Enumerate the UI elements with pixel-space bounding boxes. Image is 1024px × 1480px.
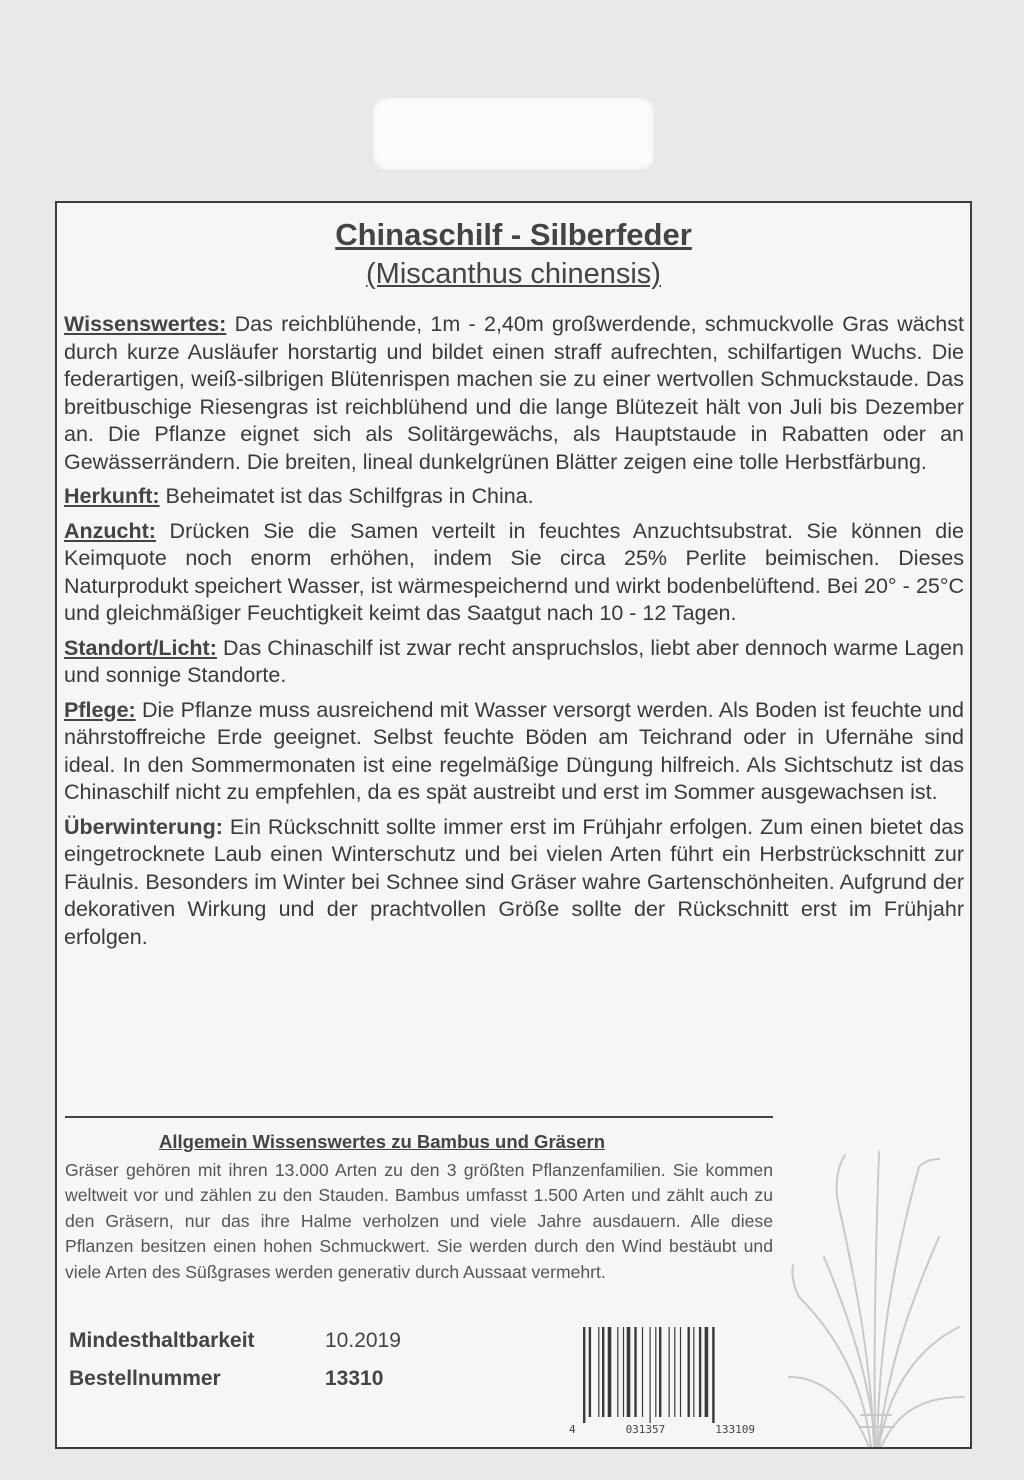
section-ueberwinterung: [64, 814, 964, 952]
section-label: Wissenswertes:: [64, 312, 227, 336]
barcode-bar: [589, 1327, 591, 1417]
barcode-bar: [623, 1327, 624, 1417]
barcode-bar: [627, 1327, 631, 1417]
best-before-label: Mindesthaltbarkeit: [69, 1329, 255, 1352]
description-body: [64, 311, 964, 958]
order-number-value: 13310: [325, 1367, 384, 1390]
barcode-bar: [669, 1327, 670, 1417]
barcode-bar: [712, 1327, 714, 1423]
section-pflege: [64, 697, 964, 807]
section-text: Ein Rückschnitt sollte immer erst im Frühjahr erfolgen. Zum einen bietet das eingetrocknete Laub einen Winterschutz und bei vielen Arten führt ein Herbstrückschnitt zur Fäulnis. Besonders im Winter bei Schnee sind Gräser wahre Gartenschönheiten. Aufgrund der dekorativen Wirkung und der prachtvollen Größe sollte der Rückschnitt erst im Frühjahr erfolgen.: [64, 814, 964, 949]
hang-slot: [373, 98, 654, 170]
section-text: Die Pflanze muss ausreichend mit Wasser versorgt werden. Als Boden ist feuchte und nährstoffreiche Erde geeignet. Selbst feuchte Böden am Teichrand oder in Ufernähe sind ideal. In den Sommermonaten ist eine regelmäßige Düngung hilfreich. Als Sichtschutz ist das Chinaschilf nicht zu empfehlen, da es spät austreibt und erst im Sommer ausgewachsen ist.: [64, 697, 964, 804]
section-text: Das reichblühende, 1m - 2,40m großwerdende, schmuckvolle Gras wächst durch kurze Ausläufer horstartig und bildet einen straff aufrechten, schilfartigen Wuchs. Die federartigen, weiß-silbrigen Blütenrispen machen sie zu einer wertvollen Schmuckstaude. Das breitbuschige Riesengras ist reichblühend und die lange Blütezeit hält von Juli bis Dezember an. Die Pflanze eignet sich als Solitärgewächs, als Hauptstaude in Rabatten oder an Gewässerrändern. Die breiten, lineal dunkelgrünen Blätter zeigen eine tolle Herbstfärbung.: [64, 312, 964, 474]
barcode-icon: [583, 1327, 743, 1423]
general-info-title: Allgemein Wissenswertes zu Bambus und Gräsern: [159, 1131, 606, 1152]
section-label: Überwinterung:: [64, 814, 223, 839]
divider: [65, 1116, 773, 1118]
section-standort: [64, 635, 964, 690]
general-info-text: Gräser gehören mit ihren 13.000 Arten zu den 3 größten Pflanzenfamilien. Sie kommen weltweit vor und zählen zu den Stauden. Bambus umfasst 1.500 Arten und zählt auch zu den Gräsern, nur das ihre Halme verholzen und viele Jahre ausdauern. Alle diese Pflanzen besitzen einen hohen Schmuckwert. Sie werden durch den Wind bestäubt und viele Arten des Süßgrases werden generativ durch Aussaat vermehrt.: [65, 1160, 773, 1282]
seed-packet-label: [55, 201, 972, 1449]
barcode-digit-group: 133109: [715, 1423, 755, 1436]
barcode-bar: [688, 1327, 690, 1417]
section-label: Herkunft:: [64, 484, 160, 508]
section-text: Das Chinaschilf ist zwar recht anspruchslos, liebt aber dennoch warme Lagen und sonnige Standorte.: [64, 635, 964, 687]
barcode-bar: [617, 1327, 618, 1417]
barcode-bar: [674, 1327, 675, 1417]
section-label: Standort/Licht:: [64, 635, 217, 660]
section-text: Beheimatet ist das Schilfgras in China.: [159, 484, 534, 508]
barcode-bar: [705, 1327, 709, 1417]
barcode-bar: [634, 1327, 636, 1417]
section-wissenswertes: [64, 311, 964, 476]
section-label: Pflege:: [64, 697, 136, 722]
barcode-bar: [650, 1327, 651, 1423]
section-label: Anzucht:: [64, 518, 156, 543]
barcode-bar: [598, 1327, 599, 1417]
barcode-bar: [655, 1327, 656, 1417]
barcode-bar: [699, 1327, 701, 1417]
grass-sketch-icon: [779, 1147, 969, 1447]
botanical-name: (Miscanthus chinensis): [366, 258, 661, 290]
section-herkunft: [64, 483, 964, 511]
barcode-bar: [608, 1327, 612, 1417]
barcode-bar: [602, 1327, 604, 1417]
section-text: Drücken Sie die Samen verteilt in feuchtes Anzuchtsubstrat. Sie können die Keimquote noch enorm erhöhen, indem Sie circa 25% Perlite beimischen. Dieses Naturprodukt speichert Wasser, ist wärmespeichernd und wirkt bodenbelüftend. Bei 20° - 25°C und gleichmäßiger Feuchtigkeit keimt das Saatgut nach 10 - 12 Tagen.: [64, 518, 964, 625]
order-number-label: Bestellnummer: [69, 1367, 221, 1390]
barcode-bar: [642, 1327, 643, 1417]
barcode-digit-group: 031357: [625, 1423, 666, 1436]
barcode-bar: [680, 1327, 681, 1417]
barcode-number: [569, 1423, 755, 1436]
barcode-bar: [693, 1327, 694, 1417]
barcode-digit-group: 4: [569, 1423, 576, 1436]
section-anzucht: [64, 518, 964, 628]
barcode-bar: [659, 1327, 661, 1417]
product-title: Chinaschilf - Silberfeder: [335, 217, 692, 252]
best-before-value: 10.2019: [325, 1329, 401, 1352]
barcode-bar: [583, 1327, 585, 1423]
